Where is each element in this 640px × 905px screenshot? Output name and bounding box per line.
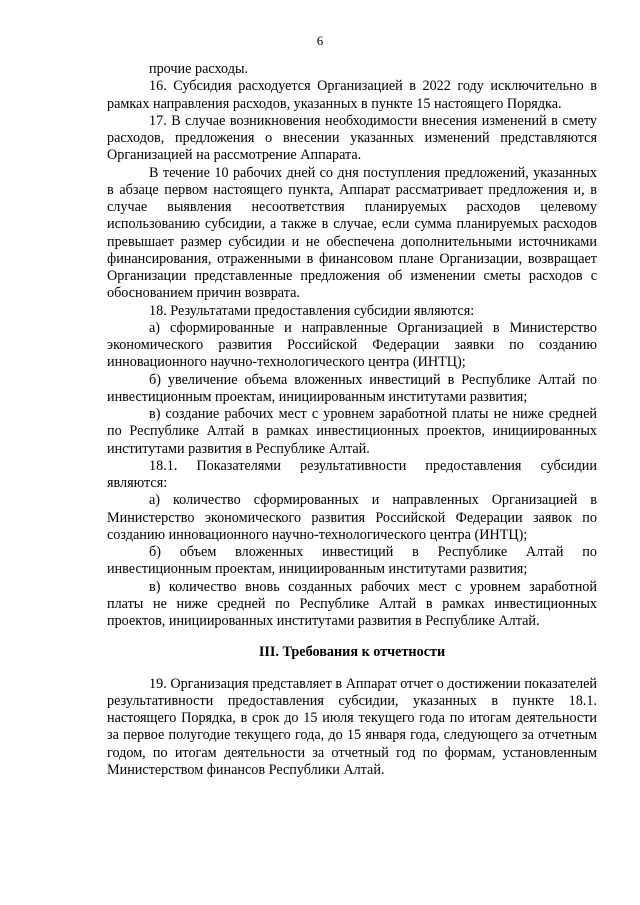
paragraph: в) создание рабочих мест с уровнем заработной платы не ниже средней по Республике Алтай в рамках инвестиционных проектов, инициированных институтами развития в Республике Алтай. [107,406,597,457]
page-number: 6 [316,33,324,48]
paragraph: 19. Организация представляет в Аппарат отчет о достижении показателей результативности предоставления субсидии, указанных в пункте 18.1. настоящего Порядка, в срок до 15 июля текущего года по итогам деятельности за первое полугодие текущего года, до 15 января года, следующего за отчетным годом, по итогам деятельности за отчетный год по формам, установленным Министерством финансов Республики Алтай. [107,675,597,778]
paragraph: б) увеличение объема вложенных инвестиций в Республике Алтай по инвестиционным проектам, инициированным институтами развития; [107,371,597,405]
paragraph: 17. В случае возникновения необходимости внесения изменений в смету расходов, предложения о внесении указанных изменений представляются Организацией на рассмотрение Аппарата. [107,112,597,164]
paragraph: в) количество вновь созданных рабочих мест с уровнем заработной платы не ниже средней по Республике Алтай в рамках инвестиционных проектов, инициированных институтами развития в Республике Алтай. [107,578,597,629]
paragraph: 18.1. Показателями результативности предоставления субсидии являются: [107,457,597,491]
paragraph: 16. Субсидия расходуется Организацией в 2022 году исключительно в рамках направления расходов, указанных в пункте 15 настоящего Порядка. [107,78,597,112]
paragraph: прочие расходы. [149,61,249,77]
paragraph: В течение 10 рабочих дней со дня поступления предложений, указанных в абзаце первом настоящего пункта, Аппарат рассматривает предложения и, в случае выявления несоответствия планируемых расходов целевому использованию субсидии, а также в случае, если сумма планируемых расходов превышает размер субсидии и не обеспечена дополнительными источниками финансирования, отраженными в финансовом плане Организации, возвращает Организации представленные предложения об изменении сметы расходов с обоснованием причин возврата. [107,164,597,302]
section-heading: III. Требования к отчетности [258,644,446,661]
paragraph: 18. Результатами предоставления субсидии являются: [149,302,475,319]
paragraph: б) объем вложенных инвестиций в Республике Алтай по инвестиционным проектам, инициированным институтами развития; [107,544,597,578]
paragraph: а) сформированные и направленные Организацией в Министерство экономического развития Российской Федерации заявки по созданию инновационного научно-технологического центра (ИНТЦ); [107,319,597,371]
paragraph: а) количество сформированных и направленных Организацией в Министерство экономического развития Российской Федерации заявок по созданию инновационного научно-технологического центра (ИНТЦ); [107,492,597,543]
document-body [107,61,597,779]
